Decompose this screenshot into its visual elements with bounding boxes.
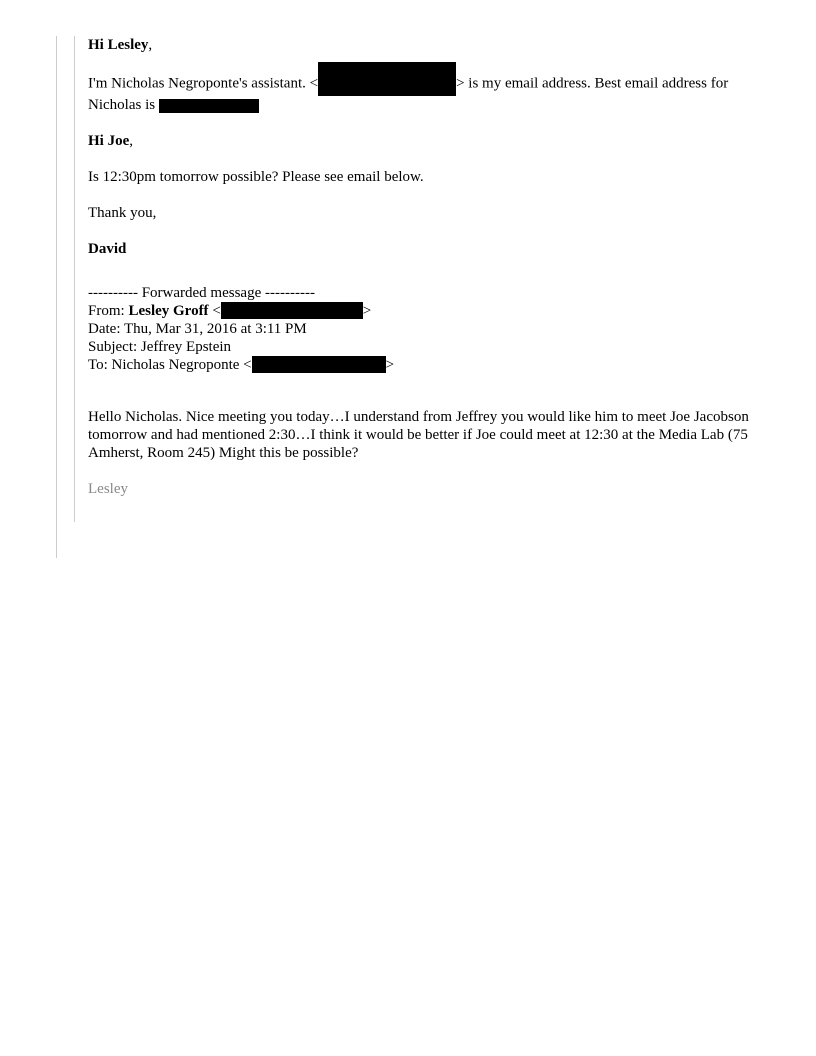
greeting-joe: [88, 132, 768, 150]
to-close: >: [385, 357, 395, 373]
quote-bar-outer: [56, 36, 57, 558]
redaction-assistant-email: [318, 62, 456, 96]
forwarded-body: Hello Nicholas. Nice meeting you today…I understand from Jeffrey you would like him to meet Joe Jacobson tomorrow and had mentioned 2:30…I think it would be better if Joe could meet at 12:30 at the Media Lab (75 Amherst, Room 245) Might this be possible?: [88, 409, 749, 461]
redaction-from-email: [221, 302, 363, 319]
email-content: [88, 36, 768, 498]
greeting-lesley-name: Hi Lesley: [88, 37, 149, 53]
from-label: From:: [88, 303, 125, 319]
to-text: To: Nicholas Negroponte <: [88, 357, 252, 373]
forwarded-subject: Subject: Jeffrey Epstein: [88, 339, 232, 355]
redaction-to-email: [252, 356, 386, 373]
forwarded-header: [88, 284, 768, 374]
signature-lesley: Lesley: [88, 481, 128, 497]
greeting-lesley: [88, 36, 768, 54]
redaction-nicholas-email: [159, 99, 259, 113]
request-line: Is 12:30pm tomorrow possible? Please see email below.: [88, 169, 424, 185]
from-open: <: [212, 303, 221, 319]
forwarded-to: [88, 356, 768, 374]
quote-bar-inner: [74, 36, 75, 522]
signer-name: [88, 240, 768, 258]
intro-text-end: > is my email address. Best email address for Nicholas is: [88, 75, 729, 113]
from-close: >: [362, 303, 372, 319]
greeting-joe-punct: ,: [129, 133, 133, 149]
intro-paragraph: [88, 72, 768, 114]
greeting-joe-name: Hi Joe: [88, 133, 130, 149]
forwarded-date: Date: Thu, Mar 31, 2016 at 3:11 PM: [88, 321, 307, 337]
forwarded-separator: ---------- Forwarded message ----------: [88, 285, 315, 301]
intro-text-start: I'm Nicholas Negroponte's assistant. <: [88, 75, 319, 92]
closing-line: Thank you,: [88, 205, 157, 221]
signer-name-bold: David: [88, 241, 127, 257]
forwarded-from: [88, 302, 768, 320]
from-name: Lesley Groff: [128, 303, 209, 319]
greeting-lesley-punct: ,: [148, 37, 153, 53]
